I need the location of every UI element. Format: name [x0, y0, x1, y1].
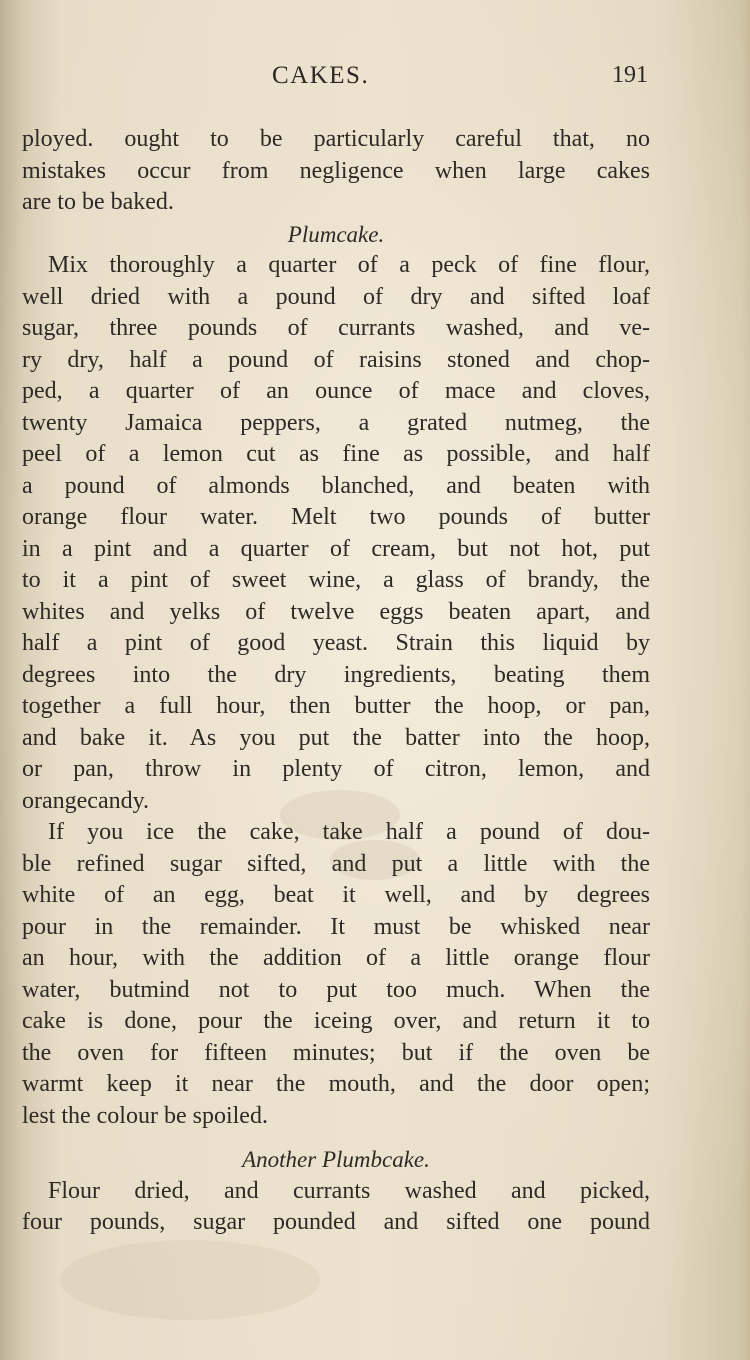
foxing-spot [60, 1240, 320, 1320]
text-line: together a full hour, then butter the hoop, or pan, [22, 693, 650, 719]
text-line: white of an egg, beat it well, and by degrees [22, 882, 650, 908]
section-heading: Plumcake. [287, 221, 385, 247]
text-line: ble refined sugar sifted, and put a little with the [22, 850, 650, 877]
text-line: or pan, throw in plenty of citron, lemon, and [22, 756, 650, 782]
section-heading: Another Plumbcake. [242, 1147, 430, 1172]
text-line: well dried with a pound of dry and sifted loaf [22, 283, 650, 310]
body-text [22, 124, 650, 1239]
text-line [22, 1132, 650, 1144]
text-line: ped, a quarter of an ounce of mace and cloves, [22, 378, 650, 404]
text-line: ry dry, half a pound of raisins stoned and chop- [22, 346, 650, 373]
text-line: and bake it. As you put the batter into the hoop, [22, 724, 650, 751]
text-line: Mix thoroughly a quarter of a peck of fine flour, [48, 252, 650, 278]
text-line: Flour dried, and currants washed and picked, [48, 1177, 650, 1204]
text-line: pour in the remainder. It must be whisked near [22, 913, 650, 940]
text-line: cake is done, pour the iceing over, and return it to [22, 1008, 650, 1034]
text-line: mistakes occur from negligence when large cakes [22, 157, 650, 184]
text-line: degrees into the dry ingredients, beating them [22, 661, 650, 688]
text-line: orange flour water. Melt two pounds of butter [22, 504, 650, 530]
text-line: are to be baked. [22, 189, 174, 215]
text-line: If you ice the cake, take half a pound of dou- [48, 819, 650, 845]
text-line: orangecandy. [22, 787, 150, 814]
text-line: a pound of almonds blanched, and beaten with [22, 472, 650, 499]
text-line: ployed. ought to be particularly careful that, no [22, 126, 650, 152]
text-line: water, butmind not to put too much. When the [22, 976, 650, 1003]
text-line: an hour, with the addition of a little orange flour [22, 945, 650, 971]
text-line: warmt keep it near the mouth, and the door open; [22, 1071, 650, 1097]
text-line: the oven for fifteen minutes; but if the oven be [22, 1039, 650, 1066]
text-line: four pounds, sugar pounded and sifted one pound [22, 1209, 650, 1235]
text-line: to it a pint of sweet wine, a glass of brandy, the [22, 567, 650, 593]
text-line: peel of a lemon cut as fine as possible, and half [22, 441, 650, 467]
running-head: CAKES. [272, 62, 370, 89]
page-header [22, 62, 650, 102]
text-line: lest the colour be spoiled. [22, 1102, 268, 1129]
page-number: 191 [612, 62, 648, 88]
text-line: in a pint and a quarter of cream, but not hot, put [22, 535, 650, 562]
text-line: half a pint of good yeast. Strain this liquid by [22, 630, 650, 656]
text-line: sugar, three pounds of currants washed, and ve- [22, 315, 650, 341]
text-line: whites and yelks of twelve eggs beaten apart, and [22, 598, 650, 625]
text-line: twenty Jamaica peppers, a grated nutmeg, the [22, 409, 650, 436]
